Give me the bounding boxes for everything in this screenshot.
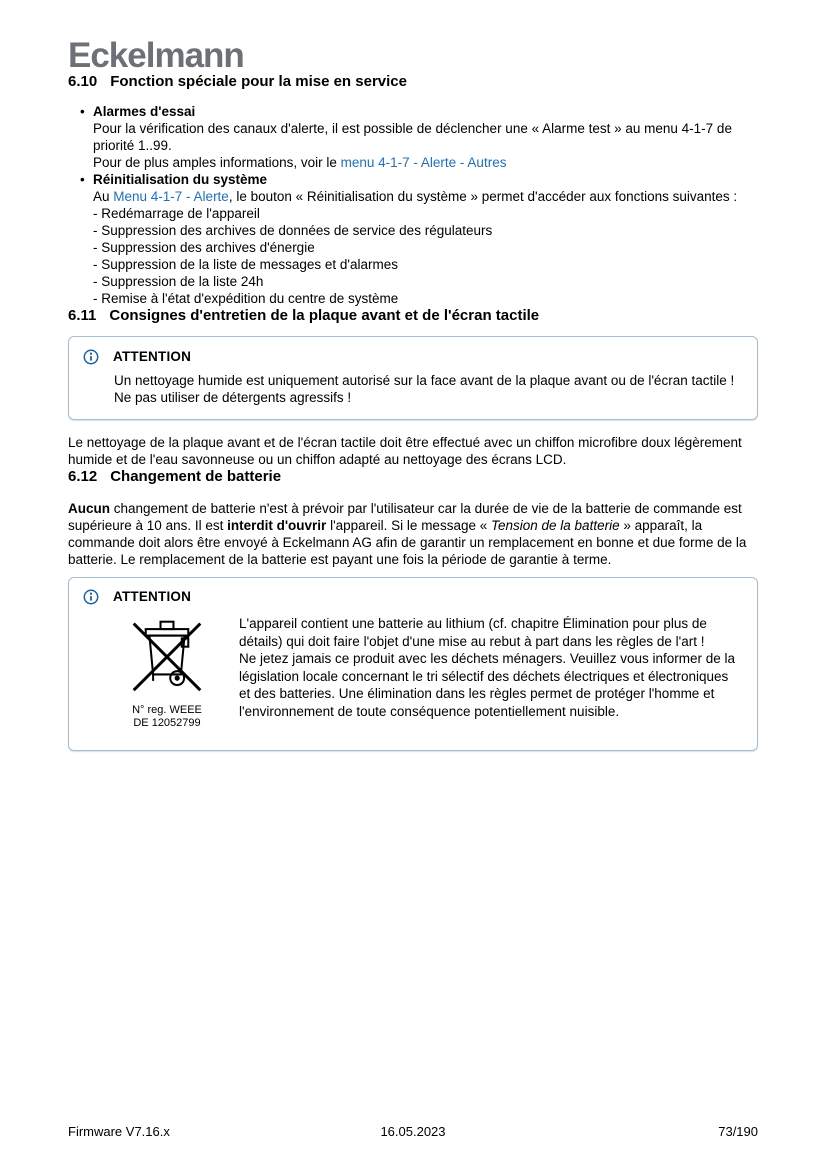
info-icon xyxy=(83,589,99,605)
text-run: - Suppression des archives d'énergie xyxy=(93,240,315,255)
bullet-list xyxy=(68,103,758,307)
inline-menu-link[interactable]: Menu 4-1-7 - Alerte xyxy=(113,189,229,204)
page-footer xyxy=(68,1124,758,1140)
section-6-12 xyxy=(68,468,758,751)
text-run: Aucun xyxy=(68,501,110,516)
text-run: Pour la vérification des canaux d'alerte, il est possible de déclencher une « Alarme test » au menu 4-1-7 de priorité 1..99. xyxy=(93,121,732,153)
attention-text: Un nettoyage humide est uniquement autorisé sur la face avant de la plaque avant ou de l'écran tactile ! Ne pas utiliser de détergents agressifs ! xyxy=(114,373,735,405)
text-run: Pour de plus amples informations, voir le xyxy=(93,155,341,170)
attention-paragraph: Ne jetez jamais ce produit avec les déchets ménagers. Veuillez vous informer de la législation locale concernant le tri sélectif des déchets électriques et électroniques et des batteries. Une élimination dans les règles permet de protéger l'homme et l'environnement de toute conséquence potentiellement nuisible. xyxy=(239,651,735,719)
text-run: interdit d'ouvrir xyxy=(227,518,327,533)
section-title: Consignes d'entretien de la plaque avant et de l'écran tactile xyxy=(109,307,540,324)
section-heading-6-12 xyxy=(68,468,758,486)
attention-text xyxy=(239,615,743,730)
bullet-title: • Réinitialisation du système xyxy=(93,172,268,187)
attention-header xyxy=(81,588,743,605)
footer-page-number: 73/190 xyxy=(718,1124,758,1139)
info-icon xyxy=(83,349,99,365)
text-run: - Suppression de la liste 24h xyxy=(93,274,264,289)
weee-reg-line: DE 12052799 xyxy=(133,717,201,729)
section-number: 6.10 xyxy=(68,73,98,90)
page-content xyxy=(68,0,758,751)
weee-block xyxy=(103,615,231,730)
text-run: Au xyxy=(93,189,114,204)
section-6-11 xyxy=(68,307,758,468)
weee-crossed-bin-icon xyxy=(130,615,204,695)
bullet-text-line xyxy=(93,290,758,307)
text-run: - Remise à l'état d'expédition du centre de système xyxy=(93,291,399,306)
text-run: - Suppression de la liste de messages et d'alarmes xyxy=(93,257,398,272)
section-heading-6-10 xyxy=(68,73,758,91)
weee-reg-line: N° reg. WEEE xyxy=(132,704,202,716)
section-title: Fonction spéciale pour la mise en service xyxy=(110,73,407,90)
text-run: » apparaît, la commande doit alors être envoyé à Eckelmann AG afin de garantir un remplacement en bonne et due forme de la batterie. Le remplacement de la batterie est payant une fois la période de garantie à terme. xyxy=(68,518,747,567)
attention-content xyxy=(81,615,743,730)
text-run: , le bouton « Réinitialisation du système » permet d'accéder aux fonctions suivantes : xyxy=(228,189,738,204)
footer-firmware-version: Firmware V7.16.x xyxy=(68,1124,170,1139)
text-run: - Redémarrage de l'appareil xyxy=(93,206,260,221)
text-run: l'appareil. Si le message « xyxy=(326,518,491,533)
footer-date: 16.05.2023 xyxy=(380,1124,446,1139)
text-run: - Suppression des archives de données de service des régulateurs xyxy=(93,223,493,238)
list-item-alarmes-essai xyxy=(68,103,758,171)
section-number: 6.12 xyxy=(68,468,98,485)
attention-label: ATTENTION xyxy=(113,589,192,604)
text-run: changement de batterie n'est à prévoir par l'utilisateur car la durée de vie de la batterie de commande est supérieure à 10 ans. Il est xyxy=(68,501,742,533)
bullet-title: • Alarmes d'essai xyxy=(93,104,196,119)
bullet-text-line xyxy=(93,239,758,256)
eckelmann-logo: Eckelmann xyxy=(68,36,244,75)
bullet-text-line xyxy=(93,256,758,273)
weee-registration xyxy=(103,704,231,730)
inline-menu-link[interactable]: menu 4-1-7 - Alerte - Autres xyxy=(340,155,507,170)
attention-box xyxy=(68,336,758,420)
text-run: Tension de la batterie xyxy=(490,518,620,533)
paragraph: Le nettoyage de la plaque avant et de l'écran tactile doit être effectué avec un chiffon microfibre doux légèrement humide et de l'eau savonneuse ou un chiffon adapté au nettoyage des écrans LCD. xyxy=(68,435,742,467)
bullet-text-line xyxy=(93,222,758,239)
section-number: 6.11 xyxy=(68,307,97,324)
section-heading-6-11 xyxy=(68,307,758,325)
attention-paragraph: L'appareil contient une batterie au lithium (cf. chapitre Élimination pour plus de détails) qui doit faire l'objet d'une mise au rebut à part dans les règles de l'art ! xyxy=(239,616,707,649)
section-title: Changement de batterie xyxy=(110,468,282,485)
list-item-reinitialisation xyxy=(68,171,758,307)
bullet-text-line xyxy=(93,120,758,154)
paragraph xyxy=(68,500,758,568)
section-6-10 xyxy=(68,73,758,307)
bullet-text-line xyxy=(93,188,758,205)
attention-box xyxy=(68,577,758,751)
attention-header xyxy=(81,348,743,365)
bullet-text-line xyxy=(93,273,758,290)
attention-label: ATTENTION xyxy=(113,349,192,364)
bullet-text-line xyxy=(93,154,758,171)
bullet-text-line xyxy=(93,205,758,222)
